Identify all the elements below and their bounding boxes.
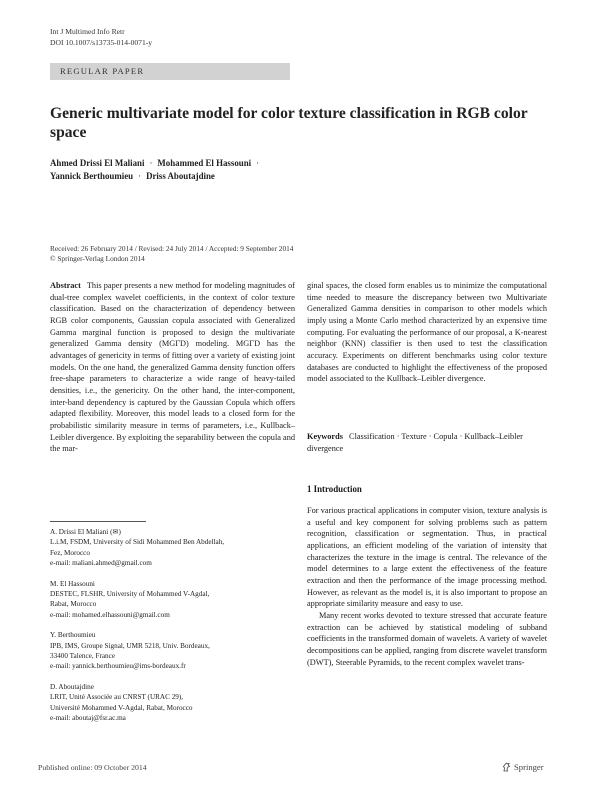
author-name: Ahmed Drissi El Maliani (50, 158, 145, 168)
author-separator: · (256, 158, 260, 168)
affiliation-author: D. Aboutajdine (50, 682, 94, 691)
introduction-paragraph: Many recent works devoted to texture stressed that accurate feature extraction can be achieved by statistical modeling of subband coefficients in the transformed domain of wavelets. A variety of wavelet decompositions can be applied, ranging from discrete wavelet transform (DWT), Steerable Pyramids, to the recent complex wavelet trans- (307, 610, 547, 667)
article-type-label: REGULAR PAPER (60, 66, 145, 76)
article-type-banner (50, 63, 290, 80)
abstract-label: Abstract (50, 281, 81, 290)
keywords-text: Classification · Texture · Copula · Kullback–Leibler divergence (307, 432, 523, 453)
affiliation-block (50, 630, 295, 672)
journal-name: Int J Multimed Info Retr (50, 27, 125, 36)
affiliation-line: Rabat, Morocco (50, 600, 97, 609)
author-separator: · (149, 158, 153, 168)
keywords (307, 431, 547, 454)
author-separator: · (138, 171, 142, 182)
affiliation-email: e-mail: yannick.berthoumieu@ims-bordeaux.fr (50, 662, 186, 671)
affiliation-line: L.i.M, FSDM, University of Sidi Mohammed Ben Abdellah, (50, 538, 225, 547)
published-online-date: Published online: 09 October 2014 (38, 763, 147, 772)
affiliation-email: e-mail: mohamed.elhassouni@gmail.com (50, 610, 170, 619)
author-name: Driss Aboutajdine (146, 171, 215, 182)
introduction-paragraph: For various practical applications in computer vision, texture analysis is a useful and key component for solving problems such as pattern recognition, classification or segmentation. Thus, in practical applications, an efficient modeling of the variation of intensity that characterizes the texture in the image is central. The relevance of the model determines to a large extent the effectiveness of the feature extraction and then the performance of the image processing method. However, as relevant as the model is, it is also important to propose an appropriate similarity measure and easy to use. (307, 506, 547, 609)
article-history (50, 244, 293, 265)
journal-doi: DOI 10.1007/s13735-014-0071-y (50, 37, 153, 47)
keywords-label: Keywords (307, 432, 343, 441)
affiliations (50, 527, 295, 734)
copyright-notice: © Springer-Verlag London 2014 (50, 254, 145, 264)
author-list (50, 157, 480, 183)
affiliation-author: M. El Hassouni (50, 579, 95, 588)
footnote-rule (50, 521, 146, 522)
abstract-text-right: ginal spaces, the closed form enables us to minimize the computational time needed to measure the discrepancy between two Multivariate Generalized Gamma densities in comparison to other models which imply using a Monte Carlo method characterized by an expensive time computing. For evaluating the performance of our proposal, a K-nearest neighbor (KNN) classifier is then used to test the classification accuracy. Experiments on different benchmarks using color texture databases are conducted to highlight the effectiveness of the proposed model associated to the Kullback–Leibler divergence. (307, 281, 547, 384)
affiliation-email: e-mail: aboutaj@fsr.ac.ma (50, 714, 126, 723)
affiliation-block (50, 682, 295, 724)
section-heading: 1 Introduction (307, 484, 362, 494)
affiliation-line: LRIT, Unité Associée au CNRST (URAC 29), (50, 693, 184, 702)
affiliation-author: A. Drissi El Maliani (✉) (50, 528, 121, 536)
history-dates: Received: 26 February 2014 / Revised: 24 July 2014 / Accepted: 9 September 2014 (50, 244, 294, 253)
author-name: Yannick Berthoumieu (50, 171, 134, 182)
journal-header (50, 27, 152, 48)
affiliation-block (50, 527, 295, 569)
affiliation-email: e-mail: maliani.ahmed@gmail.com (50, 559, 152, 568)
abstract-left-column (50, 280, 295, 455)
introduction-body (307, 505, 547, 668)
affiliation-line: Université Mohammed V-Agdal, Rabat, Morocco (50, 703, 193, 712)
publisher-name: Springer (514, 762, 544, 772)
springer-horse-icon (502, 762, 511, 772)
affiliation-block (50, 579, 295, 621)
affiliation-line: IPB, IMS, Groupe Signal, UMR 5218, Univ. Bordeaux, (50, 641, 210, 650)
publisher-logo (502, 762, 544, 772)
abstract-right-column (307, 280, 547, 385)
affiliation-line: Fez, Morocco (50, 548, 90, 557)
affiliation-line: 33400 Talence, France (50, 652, 116, 661)
abstract-text-left: This paper presents a new method for modeling magnitudes of dual-tree complex wavelet coefficients, in the context of color texture classification. Based on the characterization of dependency between RGB color components, Gaussian copula associated with Generalized Gamma marginal function is proposed to design the multivariate generalized Gamma density (MGΓD) modeling. MGΓD has the advantages of genericity in terms of fitting over a variety of existing joint models. On the one hand, the generalized Gamma density function offers free-shape parameters to characterize a wide range of heavy-tailed densities, i.e., the genericity. On the other hand, the inter-component, inter-band dependency is captured by the Gaussian Copula which offers adapted flexibility. Moreover, this model leads to a closed form for the probabilistic similarity measure in terms of parameters, i.e., Kullback–Leibler divergence. By exploiting the separability between the copula and the mar- (50, 281, 295, 454)
paper-title: Generic multivariate model for color texture classification in RGB color space (50, 105, 528, 141)
affiliation-line: DESTEC, FLSHR, University of Mohammed V-Agdal, (50, 590, 210, 599)
affiliation-author: Y. Berthoumieu (50, 631, 96, 640)
author-name: Mohammed El Hassouni (157, 158, 252, 168)
